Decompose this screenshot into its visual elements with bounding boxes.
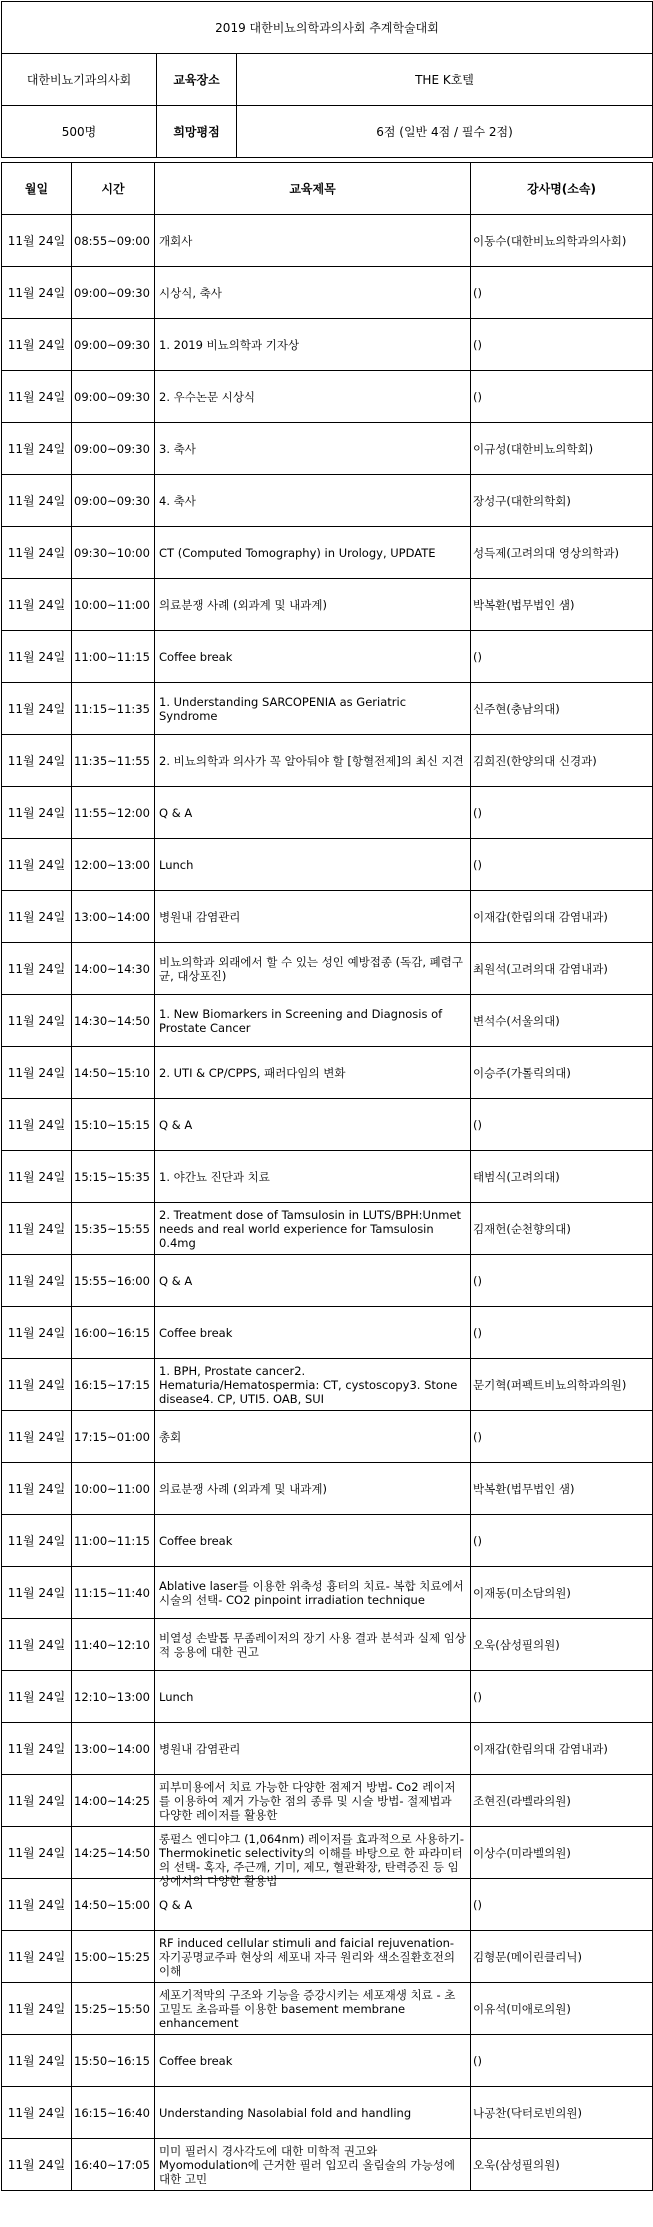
subject-text: Coffee break [159,2053,233,2068]
speaker-cell: () [471,1307,653,1359]
time-cell: 14:50~15:00 [72,1879,155,1931]
date-cell: 11월 24일 [2,319,72,371]
subject-text: 비뇨의학과 외래에서 할 수 있는 성인 예방접종 (독감, 폐렴구균, 대상포진) [159,954,463,983]
date-cell: 11월 24일 [2,579,72,631]
table-row [2,579,653,631]
subject-cell [155,839,471,891]
table-row [2,735,653,787]
subject-cell [155,1567,471,1619]
subject-cell [155,371,471,423]
table-row [2,527,653,579]
table-row [2,995,653,1047]
table-row [2,1827,653,1879]
speaker-cell: () [471,1671,653,1723]
date-cell: 11월 24일 [2,1463,72,1515]
subject-text: 4. 축사 [159,493,196,508]
table-row [2,1567,653,1619]
table-row [2,1983,653,2035]
date-cell: 11월 24일 [2,371,72,423]
date-cell: 11월 24일 [2,1879,72,1931]
table-row [2,631,653,683]
subject-text: 2. Treatment dose of Tamsulosin in LUTS/BPH:Unmet needs and real world experience for Tamsulosin 0.4mg [159,1207,462,1250]
speaker-cell: 이재갑(한림의대 감염내과) [471,1723,653,1775]
speaker-cell: 이재갑(한림의대 감염내과) [471,891,653,943]
subject-cell [155,1463,471,1515]
table-row [2,319,653,371]
speaker-cell: () [471,787,653,839]
subject-cell [155,683,471,735]
time-cell: 08:55~09:00 [72,215,155,267]
table-row [2,683,653,735]
speaker-cell: 오욱(삼성필의원) [471,1619,653,1671]
speaker-cell: 박복환(법무법인 샘) [471,579,653,631]
date-cell: 11월 24일 [2,787,72,839]
subject-cell [155,267,471,319]
table-row [2,1671,653,1723]
date-cell: 11월 24일 [2,995,72,1047]
subject-cell [155,891,471,943]
table-row [2,1151,653,1203]
event-title: 2019 대한비뇨의학과의사회 추계학술대회 [2,2,653,54]
time-cell: 16:15~17:15 [72,1359,155,1411]
table-row [2,1411,653,1463]
date-cell: 11월 24일 [2,1307,72,1359]
time-cell: 09:00~09:30 [72,267,155,319]
subject-cell [155,2139,471,2191]
time-cell: 16:40~17:05 [72,2139,155,2191]
subject-cell [155,423,471,475]
subject-text: Coffee break [159,1533,233,1548]
date-cell: 11월 24일 [2,1567,72,1619]
venue-label: 교육장소 [157,54,237,106]
event-title-row [2,2,653,54]
date-cell: 11월 24일 [2,735,72,787]
time-cell: 15:00~15:25 [72,1931,155,1983]
date-cell: 11월 24일 [2,1723,72,1775]
speaker-cell: () [471,1255,653,1307]
date-cell: 11월 24일 [2,2139,72,2191]
time-cell: 15:50~16:15 [72,2035,155,2087]
date-cell: 11월 24일 [2,943,72,995]
date-cell: 11월 24일 [2,1775,72,1827]
table-row [2,2087,653,2139]
date-cell: 11월 24일 [2,1047,72,1099]
speaker-cell: () [471,839,653,891]
time-cell: 14:30~14:50 [72,995,155,1047]
subject-text: RF induced cellular stimuli and faicial rejuvenation- 자기공명교주파 현상의 세포내 자극 원리와 색소질환호전의 이해 [159,1935,455,1978]
subject-text: Lunch [159,857,194,872]
event-info-table [1,1,653,158]
speaker-cell: () [471,2035,653,2087]
subject-cell [155,631,471,683]
subject-text: Coffee break [159,1325,233,1340]
speaker-cell: 이승주(가톨릭의대) [471,1047,653,1099]
credit-label: 희망평점 [157,106,237,158]
subject-text: 총회 [159,1429,182,1444]
date-cell: 11월 24일 [2,1151,72,1203]
schedule-header-row [2,163,653,215]
subject-text: 세포기적막의 구조와 기능을 증강시키는 세포재생 치료 - 초고밀도 초음파를 이용한 basement membrane enhancement [159,1987,456,2030]
table-row [2,1255,653,1307]
table-row [2,1359,653,1411]
table-row [2,475,653,527]
speaker-cell: 이동수(대한비뇨의학과의사회) [471,215,653,267]
table-row [2,1515,653,1567]
organizer: 대한비뇨기과의사회 [2,54,157,106]
time-cell: 14:00~14:25 [72,1775,155,1827]
date-cell: 11월 24일 [2,1359,72,1411]
date-cell: 11월 24일 [2,1099,72,1151]
time-cell: 12:10~13:00 [72,1671,155,1723]
date-cell: 11월 24일 [2,2035,72,2087]
speaker-cell: 장성구(대한의학회) [471,475,653,527]
time-cell: 15:25~15:50 [72,1983,155,2035]
column-header-speaker: 강사명(소속) [471,163,653,215]
capacity: 500명 [2,106,157,158]
date-cell: 11월 24일 [2,1619,72,1671]
table-row [2,1619,653,1671]
speaker-cell: 이재동(미소담의원) [471,1567,653,1619]
time-cell: 10:00~11:00 [72,1463,155,1515]
subject-cell [155,1203,471,1255]
speaker-cell: 성득제(고려의대 영상의학과) [471,527,653,579]
time-cell: 11:00~11:15 [72,1515,155,1567]
time-cell: 15:10~15:15 [72,1099,155,1151]
subject-text: 미미 필러시 경사각도에 대한 미학적 권고와 Myomodulation에 근거한 필러 입꼬리 올림술의 가능성에 대한 고민 [159,2143,455,2186]
subject-cell [155,943,471,995]
time-cell: 11:15~11:35 [72,683,155,735]
table-row [2,1099,653,1151]
subject-cell [155,1359,471,1411]
venue: THE K호텔 [237,54,653,106]
time-cell: 12:00~13:00 [72,839,155,891]
speaker-cell: 이상수(미라벨의원) [471,1827,653,1879]
speaker-cell: 최원석(고려의대 감염내과) [471,943,653,995]
subject-cell [155,1983,471,2035]
subject-text: 피부미용에서 치료 가능한 다양한 점제거 방법- Co2 레이저를 이용하여 제거 가능한 점의 종류 및 시술 방법- 절제법과 다양한 레이저를 활용한 [159,1779,456,1822]
subject-text: 개회사 [159,233,193,248]
subject-text: 의료분쟁 사례 (외과계 및 내과계) [159,1481,328,1496]
subject-cell [155,2035,471,2087]
time-cell: 09:30~10:00 [72,527,155,579]
subject-cell [155,1307,471,1359]
time-cell: 16:00~16:15 [72,1307,155,1359]
subject-cell [155,735,471,787]
subject-text: 1. BPH, Prostate cancer2. Hematuria/Hematospermia: CT, cystoscopy3. Stone disease4. CP, UTI5. OAB, SUI [159,1363,458,1406]
subject-cell [155,319,471,371]
subject-text: 시상식, 축사 [159,285,222,300]
schedule-table [1,162,653,2191]
table-row [2,1203,653,1255]
subject-text: 비열성 손발톱 무좀레이저의 장기 사용 결과 분석과 실제 임상적 응용에 대한 권고 [159,1630,466,1659]
subject-text: Q & A [159,1273,193,1288]
speaker-cell: 신주현(충남의대) [471,683,653,735]
time-cell: 11:55~12:00 [72,787,155,839]
table-row [2,1463,653,1515]
subject-text: Understanding Nasolabial fold and handling [159,2105,412,2120]
subject-cell [155,2087,471,2139]
date-cell: 11월 24일 [2,891,72,943]
subject-cell [155,1151,471,1203]
subject-text: 병원내 감염관리 [159,1741,241,1756]
column-header-subject: 교육제목 [155,163,471,215]
time-cell: 15:35~15:55 [72,1203,155,1255]
date-cell: 11월 24일 [2,1671,72,1723]
subject-cell [155,215,471,267]
table-row [2,1775,653,1827]
subject-cell [155,1671,471,1723]
subject-text: Q & A [159,1897,193,1912]
subject-text: Ablative laser를 이용한 위축성 흉터의 치료- 복합 치료에서 시술의 선택- CO2 pinpoint irradiation technique [159,1578,464,1607]
time-cell: 14:25~14:50 [72,1827,155,1879]
subject-cell [155,1723,471,1775]
table-row [2,423,653,475]
time-cell: 11:00~11:15 [72,631,155,683]
speaker-cell: () [471,1099,653,1151]
time-cell: 09:00~09:30 [72,423,155,475]
time-cell: 11:35~11:55 [72,735,155,787]
table-row [2,943,653,995]
speaker-cell: 김재헌(순천향의대) [471,1203,653,1255]
date-cell: 11월 24일 [2,1983,72,2035]
speaker-cell: () [471,631,653,683]
subject-cell [155,475,471,527]
date-cell: 11월 24일 [2,423,72,475]
table-row [2,267,653,319]
table-row [2,1879,653,1931]
speaker-cell: 변석수(서울의대) [471,995,653,1047]
time-cell: 09:00~09:30 [72,319,155,371]
time-cell: 11:15~11:40 [72,1567,155,1619]
subject-text: Q & A [159,1117,193,1132]
date-cell: 11월 24일 [2,839,72,891]
table-row [2,2139,653,2191]
time-cell: 14:50~15:10 [72,1047,155,1099]
table-row [2,371,653,423]
speaker-cell: () [471,371,653,423]
speaker-cell: 이유석(미애로의원) [471,1983,653,2035]
speaker-cell: 박복환(법무법인 샘) [471,1463,653,1515]
subject-cell [155,1515,471,1567]
subject-cell [155,1827,471,1888]
table-row [2,839,653,891]
speaker-cell: () [471,1411,653,1463]
subject-cell [155,579,471,631]
speaker-cell: 김희진(한양의대 신경과) [471,735,653,787]
subject-text: 롱펄스 엔디야그 (1,064nm) 레이저를 효과적으로 사용하기- Thermokinetic selectivity의 이해를 바탕으로 한 파라미터의 선택- 혹자, 주근깨, 기미, 제모, 혈관확장, 탄력증진 등 임상에서의 다양한 활용법 [159,1831,464,1888]
table-row [2,1723,653,1775]
subject-cell [155,787,471,839]
speaker-cell: () [471,267,653,319]
time-cell: 15:15~15:35 [72,1151,155,1203]
speaker-cell: 조현진(라벨라의원) [471,1775,653,1827]
date-cell: 11월 24일 [2,267,72,319]
time-cell: 15:55~16:00 [72,1255,155,1307]
subject-text: 1. New Biomarkers in Screening and Diagnosis of Prostate Cancer [159,1006,443,1035]
date-cell: 11월 24일 [2,527,72,579]
credit-row [2,106,653,158]
speaker-cell: 문기혁(퍼펙트비뇨의학과의원) [471,1359,653,1411]
date-cell: 11월 24일 [2,631,72,683]
date-cell: 11월 24일 [2,1203,72,1255]
time-cell: 17:15~01:00 [72,1411,155,1463]
date-cell: 11월 24일 [2,215,72,267]
table-row [2,1047,653,1099]
credits: 6점 (일반 4점 / 필수 2점) [237,106,653,158]
date-cell: 11월 24일 [2,1255,72,1307]
subject-text: 병원내 감염관리 [159,909,241,924]
column-header-time: 시간 [72,163,155,215]
speaker-cell: 김형문(메이린클리닉) [471,1931,653,1983]
speaker-cell: () [471,1879,653,1931]
subject-text: 2. 우수논문 시상식 [159,389,256,404]
table-row [2,787,653,839]
date-cell: 11월 24일 [2,1931,72,1983]
subject-cell [155,1619,471,1671]
time-cell: 13:00~14:00 [72,891,155,943]
speaker-cell: 오욱(삼성필의원) [471,2139,653,2191]
subject-cell [155,1047,471,1099]
subject-text: 1. 2019 비뇨의학과 기자상 [159,337,300,352]
subject-text: CT (Computed Tomography) in Urology, UPDATE [159,545,436,560]
time-cell: 11:40~12:10 [72,1619,155,1671]
venue-row [2,54,653,106]
subject-text: 3. 축사 [159,441,196,456]
subject-cell [155,1255,471,1307]
time-cell: 13:00~14:00 [72,1723,155,1775]
table-row [2,215,653,267]
subject-text: 1. 야간뇨 진단과 치료 [159,1169,270,1184]
table-row [2,1931,653,1983]
time-cell: 09:00~09:30 [72,475,155,527]
time-cell: 09:00~09:30 [72,371,155,423]
subject-cell [155,1931,471,1983]
column-header-date: 월일 [2,163,72,215]
date-cell: 11월 24일 [2,683,72,735]
time-cell: 14:00~14:30 [72,943,155,995]
table-row [2,891,653,943]
subject-cell [155,527,471,579]
subject-cell [155,1099,471,1151]
subject-text: 2. 비뇨의학과 의사가 꼭 알아둬야 할 [항혈전제]의 최신 지견 [159,753,464,768]
date-cell: 11월 24일 [2,1411,72,1463]
subject-text: Lunch [159,1689,194,1704]
date-cell: 11월 24일 [2,2087,72,2139]
time-cell: 16:15~16:40 [72,2087,155,2139]
subject-text: 1. Understanding SARCOPENIA as Geriatric Syndrome [159,694,407,723]
subject-text: 의료분쟁 사례 (외과계 및 내과계) [159,597,328,612]
subject-text: Coffee break [159,649,233,664]
subject-cell [155,1775,471,1827]
time-cell: 10:00~11:00 [72,579,155,631]
speaker-cell: () [471,1515,653,1567]
speaker-cell: () [471,319,653,371]
subject-text: Q & A [159,805,193,820]
subject-cell [155,995,471,1047]
table-row [2,2035,653,2087]
date-cell: 11월 24일 [2,1515,72,1567]
date-cell: 11월 24일 [2,475,72,527]
date-cell: 11월 24일 [2,1827,72,1879]
table-row [2,1307,653,1359]
subject-text: 2. UTI & CP/CPPS, 패러다임의 변화 [159,1065,346,1080]
speaker-cell: 태범식(고려의대) [471,1151,653,1203]
speaker-cell: 나공찬(닥터로빈의원) [471,2087,653,2139]
speaker-cell: 이규성(대한비뇨의학회) [471,423,653,475]
subject-cell [155,1411,471,1463]
